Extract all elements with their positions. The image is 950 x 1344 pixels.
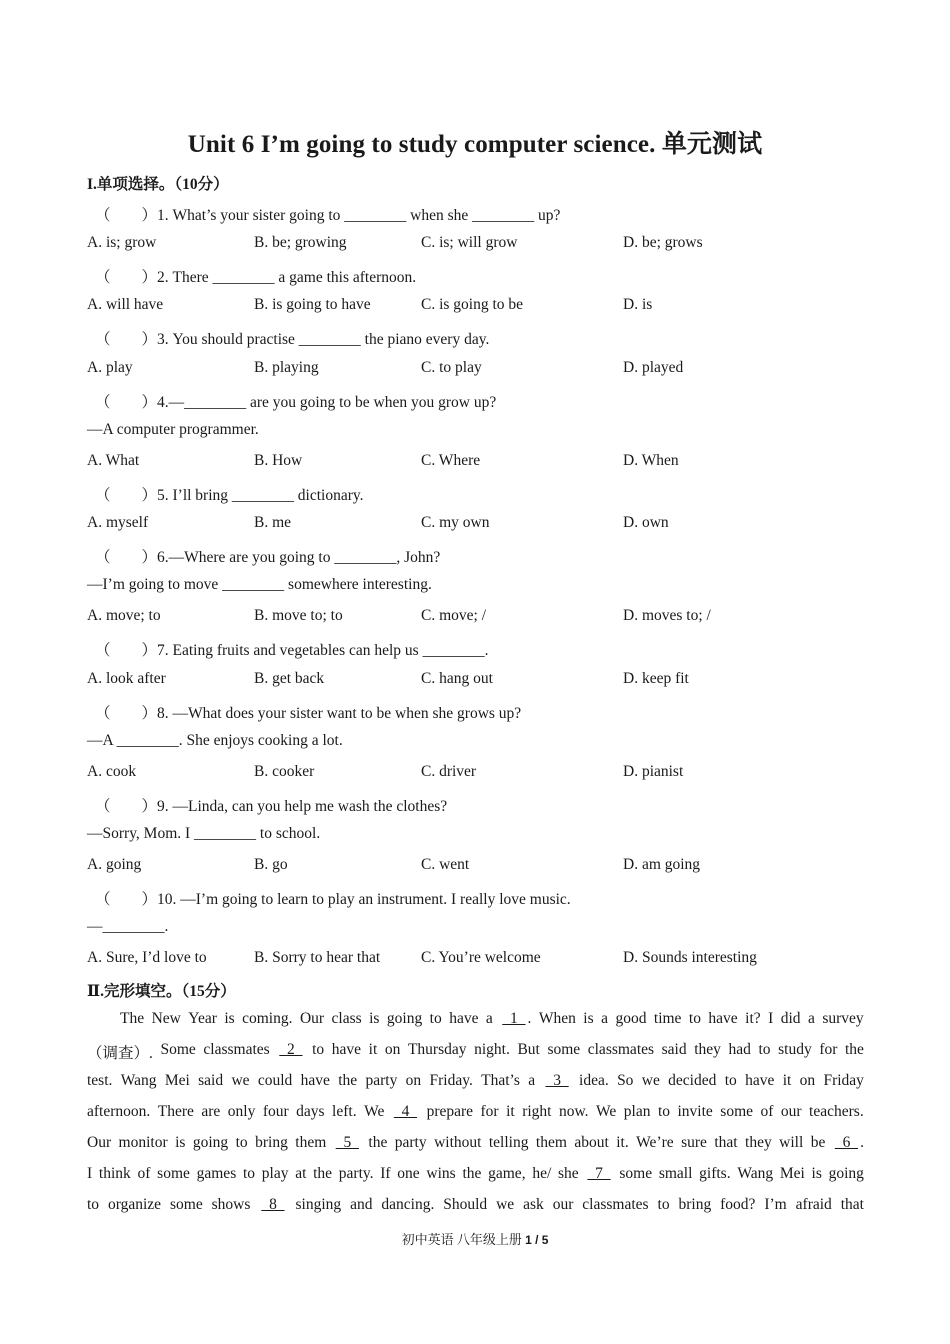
passage-word: about: [574, 1133, 609, 1151]
passage-word: going: [192, 1133, 229, 1151]
passage-line: [87, 1134, 864, 1152]
passage-word: We: [596, 1102, 617, 1120]
answer-option: D. am going: [623, 856, 701, 874]
passage-word: our: [552, 1196, 574, 1214]
passage-word: food?: [720, 1196, 756, 1214]
passage-word: I: [768, 1009, 774, 1027]
answer-option: A. will have: [87, 296, 164, 314]
passage-word: time: [653, 1009, 682, 1027]
passage-word: But: [517, 1040, 540, 1058]
passage-word: shows: [211, 1196, 251, 1214]
answer-option: A. is; grow: [87, 234, 157, 252]
passage-word: good: [615, 1009, 647, 1027]
passage-word: We’re: [636, 1133, 674, 1151]
blank-number: 1: [502, 1009, 526, 1027]
passage-word: gifts.: [699, 1165, 731, 1182]
question-stem: （ ）2. There ________ a game this afternoon.: [95, 269, 417, 287]
footer-text: 初中英语 八年级上册: [401, 1232, 522, 1247]
answer-option: A. myself: [87, 514, 149, 531]
passage-word: game,: [488, 1165, 526, 1182]
passage-word: is: [369, 1009, 380, 1027]
passage-word: of: [137, 1165, 151, 1182]
passage-word: dancing.: [381, 1196, 435, 1214]
passage-word: So: [617, 1071, 634, 1089]
passage-word: wins: [426, 1165, 456, 1182]
question-stem: （ ）7. Eating fruits and vegetables can help us ________.: [95, 642, 489, 660]
passage-word: are: [201, 1102, 221, 1120]
passage-word: to: [758, 1040, 771, 1058]
answer-option: B. be; growing: [254, 234, 347, 252]
passage-word: he/: [532, 1165, 552, 1182]
passage-word: classmates: [203, 1040, 270, 1058]
passage-word: to: [235, 1133, 248, 1151]
passage-word: they: [694, 1040, 721, 1058]
passage-word: she: [557, 1165, 579, 1182]
passage-word: think: [98, 1165, 131, 1182]
passage-word: singing: [295, 1196, 342, 1214]
passage-word: telling: [488, 1133, 529, 1151]
passage-word: play: [261, 1165, 289, 1182]
passage-word: did: [780, 1009, 801, 1027]
passage-word: it: [368, 1040, 378, 1058]
passage-word: test.: [87, 1071, 113, 1089]
passage-line: [87, 1072, 864, 1090]
answer-option: B. move to; to: [254, 607, 343, 625]
passage-word: of: [760, 1102, 774, 1120]
blank-number: 7: [587, 1165, 611, 1182]
passage-word: [543, 1072, 570, 1090]
answer-option: C. is; will grow: [421, 234, 518, 252]
passage-word: we: [496, 1196, 515, 1214]
passage-word: Mei: [164, 1071, 190, 1089]
passage-word: to: [657, 1102, 670, 1120]
question-stem: （ ）4.—________ are you going to be when you grow up?: [95, 393, 497, 411]
question-reply: —________.: [87, 918, 169, 936]
passage-word: Some: [160, 1040, 196, 1058]
passage-word: Our: [299, 1009, 325, 1027]
passage-word: small: [658, 1165, 693, 1182]
passage-word: Our: [87, 1133, 112, 1151]
passage-word: If: [380, 1165, 391, 1182]
answer-option: B. Sorry to hear that: [254, 949, 381, 967]
passage-word: have: [745, 1071, 775, 1089]
passage-word: the: [844, 1040, 864, 1058]
passage-word: is: [224, 1009, 235, 1027]
answer-option: A. cook: [87, 762, 137, 780]
passage-word: it: [506, 1102, 515, 1120]
question-stem: （ ）10. —I’m going to learn to play an instrument. I really love music.: [95, 891, 571, 909]
passage-word: plan: [623, 1102, 651, 1120]
passage-word: said: [198, 1071, 224, 1089]
passage-word: survey: [822, 1009, 864, 1027]
passage-word: on: [384, 1040, 401, 1058]
passage-word: on: [405, 1071, 422, 1089]
answer-option: D. is: [623, 296, 653, 314]
question-stem: （ ）1. What’s your sister going to ________ when she ________ up?: [95, 207, 561, 224]
passage-word: going: [828, 1165, 864, 1182]
answer-option: D. When: [623, 451, 679, 469]
passage-word: [585, 1165, 612, 1183]
answer-option: C. went: [421, 856, 470, 874]
passage-word: afternoon.: [87, 1102, 151, 1120]
passage-word: going: [386, 1009, 423, 1027]
passage-word: on: [799, 1071, 816, 1089]
passage-word: it: [782, 1071, 792, 1089]
passage-word: that: [840, 1196, 864, 1214]
passage-word: it.: [616, 1133, 629, 1151]
passage-word: [392, 1103, 419, 1121]
question-stem: （ ）6.—Where are you going to ________, John?: [95, 549, 441, 567]
passage-word: some: [619, 1165, 653, 1182]
passage-word: a: [528, 1071, 536, 1089]
passage-word: to: [688, 1009, 701, 1027]
answer-option: C. You’re welcome: [421, 949, 541, 967]
answer-option: D. be; grows: [623, 234, 703, 252]
answer-option: A. going: [87, 856, 142, 874]
blank-number: 8: [261, 1196, 285, 1214]
blank-number: 5: [335, 1133, 359, 1151]
passage-word: night.: [474, 1040, 510, 1058]
passage-word: to: [724, 1071, 737, 1089]
passage-word: have: [708, 1009, 738, 1027]
blank-number: 4: [393, 1102, 418, 1120]
passage-word: could: [257, 1071, 293, 1089]
passage-word: decided: [668, 1071, 717, 1089]
passage-word: a: [601, 1009, 608, 1027]
answer-option: D. pianist: [623, 762, 684, 780]
passage-word: some: [169, 1196, 203, 1214]
page-number: 1 / 5: [525, 1233, 549, 1247]
passage-word: to: [87, 1196, 100, 1214]
passage-word: Should: [443, 1196, 488, 1214]
answer-option: C. is going to be: [421, 296, 524, 314]
question-stem: （ ）3. You should practise ________ the piano every day.: [95, 331, 490, 349]
passage-word: the: [338, 1071, 358, 1089]
passage-word: one: [397, 1165, 420, 1182]
passage-word: coming.: [242, 1009, 293, 1027]
passage-word: Year: [188, 1009, 217, 1027]
passage-word: days: [296, 1102, 325, 1120]
section1-heading: I.单项选择。（10分）: [87, 176, 229, 193]
answer-option: B. me: [254, 514, 292, 531]
passage-word: ask: [523, 1196, 544, 1214]
question-stem: （ ）8. —What does your sister want to be when she grows up?: [95, 704, 522, 722]
passage-word: that: [714, 1133, 738, 1151]
passage-word: New: [151, 1009, 181, 1027]
passage-word: I: [87, 1165, 93, 1182]
passage-word: Wang: [120, 1071, 157, 1089]
answer-option: B. playing: [254, 358, 319, 376]
passage-word: the: [368, 1133, 388, 1151]
passage-word: Friday: [823, 1071, 864, 1089]
question-reply: —Sorry, Mom. I ________ to school.: [87, 825, 321, 842]
passage-word: Friday.: [429, 1071, 473, 1089]
passage-word: party.: [338, 1165, 374, 1182]
passage-word: That’s: [481, 1071, 520, 1089]
passage-word: We: [364, 1102, 385, 1120]
answer-option: C. hang out: [421, 669, 493, 687]
page-footer: [0, 1229, 950, 1248]
passage-word: invite: [677, 1102, 713, 1120]
passage-word: and: [350, 1196, 373, 1214]
passage-word: to: [657, 1196, 670, 1214]
answer-option: B. get back: [254, 669, 325, 687]
passage-word: is: [583, 1009, 594, 1027]
section2-heading: Ⅱ.完形填空。（15分）: [87, 982, 236, 1000]
passage-word: [259, 1196, 286, 1214]
passage-word: Mei: [779, 1165, 805, 1182]
answer-option: A. play: [87, 358, 133, 376]
answer-option: C. my own: [421, 514, 490, 531]
passage-word: for: [480, 1102, 499, 1120]
passage-word: had: [728, 1040, 751, 1058]
passage-word: have: [300, 1071, 330, 1089]
answer-option: C. Where: [421, 451, 481, 469]
passage-word: is: [175, 1133, 186, 1151]
answer-option: B. go: [254, 856, 288, 874]
passage-word: party: [365, 1071, 398, 1089]
blank-number: 3: [545, 1071, 569, 1089]
blank-number: 6: [834, 1133, 859, 1151]
answer-option: A. Sure, I’d love to: [87, 949, 207, 967]
passage-word: some: [547, 1040, 581, 1058]
page-title: Unit 6 I’m going to study computer science. 单元测试: [187, 131, 763, 158]
question-reply: —A ________. She enjoys cooking a lot.: [87, 731, 343, 749]
passage-word: a: [485, 1009, 493, 1027]
passage-word: afraid: [795, 1196, 832, 1214]
answer-option: B. cooker: [254, 762, 315, 780]
passage-word: have: [449, 1009, 479, 1027]
passage-word: to: [242, 1165, 256, 1182]
passage-word: them: [295, 1133, 327, 1151]
passage-word: left.: [332, 1102, 357, 1120]
passage-word: at: [295, 1165, 307, 1182]
passage-word: right: [522, 1102, 552, 1120]
passage-word: four: [262, 1102, 289, 1120]
passage-word: is: [811, 1165, 822, 1182]
answer-option: D. own: [623, 514, 669, 531]
answer-option: B. How: [254, 451, 303, 469]
answer-option: B. is going to have: [254, 296, 371, 314]
passage-word: idea.: [579, 1071, 609, 1089]
passage-line: [87, 1196, 864, 1214]
answer-option: D. keep fit: [623, 669, 689, 687]
answer-option: A. look after: [87, 669, 166, 687]
passage-word: bring: [678, 1196, 712, 1214]
passage-word: now.: [558, 1102, 589, 1120]
answer-option: C. driver: [421, 762, 477, 780]
passage-word: bring: [255, 1133, 288, 1151]
passage-word: a: [807, 1009, 815, 1027]
passage-line: [87, 1041, 864, 1063]
question-reply: —A computer programmer.: [87, 420, 259, 438]
passage-word: party: [394, 1133, 427, 1151]
passage-word: it?: [745, 1009, 761, 1027]
answer-option: C. move; /: [421, 607, 487, 625]
passage-word: When: [538, 1009, 576, 1027]
passage-word: they: [745, 1133, 772, 1151]
question-stem: （ ）5. I’ll bring ________ dictionary.: [95, 486, 364, 504]
passage-word: classmates: [587, 1040, 655, 1058]
passage-word: [334, 1134, 361, 1152]
passage-word: prepare: [426, 1102, 474, 1120]
passage-word: Wang: [737, 1165, 774, 1182]
passage-word: organize: [107, 1196, 162, 1214]
passage-word: There: [157, 1102, 194, 1120]
question-reply: —I’m going to move ________ somewhere interesting.: [87, 576, 432, 594]
passage-line: [87, 1165, 864, 1183]
passage-word: the: [462, 1165, 482, 1182]
answer-option: D. played: [623, 358, 684, 376]
passage-word: for: [819, 1040, 838, 1058]
passage-word: monitor: [118, 1133, 168, 1151]
passage-word: them: [535, 1133, 567, 1151]
passage-word: study: [778, 1040, 812, 1058]
passage-word: said: [661, 1040, 687, 1058]
answer-option: D. Sounds interesting: [623, 949, 757, 967]
passage-word: only: [227, 1102, 256, 1120]
answer-option: C. to play: [421, 358, 482, 376]
passage-line: [120, 1010, 864, 1028]
question-stem: （ ）9. —Linda, can you help me wash the clothes?: [95, 797, 448, 815]
passage-line: [87, 1103, 864, 1121]
passage-word: to: [312, 1040, 325, 1058]
passage-word: Thursday: [407, 1040, 467, 1058]
passage-word: [277, 1041, 304, 1063]
passage-word: The: [120, 1009, 145, 1027]
answer-option: D. moves to; /: [623, 607, 711, 625]
passage-word: games: [196, 1165, 237, 1182]
passage-word: 1 .: [502, 1009, 532, 1027]
answer-option: A. What: [87, 451, 140, 469]
answer-option: A. move; to: [87, 607, 161, 625]
passage-word: without: [434, 1133, 482, 1151]
passage-word: teachers.: [809, 1102, 864, 1120]
passage-word: our: [780, 1102, 802, 1120]
passage-word: the: [313, 1165, 333, 1182]
passage-word: classmates: [582, 1196, 649, 1214]
passage-word: will: [779, 1133, 804, 1151]
passage-word: have: [331, 1040, 362, 1058]
passage-word: we: [231, 1071, 250, 1089]
passage-word: some: [720, 1102, 753, 1120]
passage-word: class: [331, 1009, 362, 1027]
passage-word: （调查）.: [87, 1044, 153, 1062]
passage-word: I’m: [764, 1196, 787, 1214]
passage-word: sure: [681, 1133, 707, 1151]
passage-word: be: [810, 1133, 826, 1151]
passage-word: 6 .: [834, 1133, 864, 1151]
passage-word: we: [641, 1071, 660, 1089]
passage-word: to: [429, 1009, 442, 1027]
blank-number: 2: [279, 1040, 303, 1058]
passage-word: some: [157, 1165, 190, 1182]
